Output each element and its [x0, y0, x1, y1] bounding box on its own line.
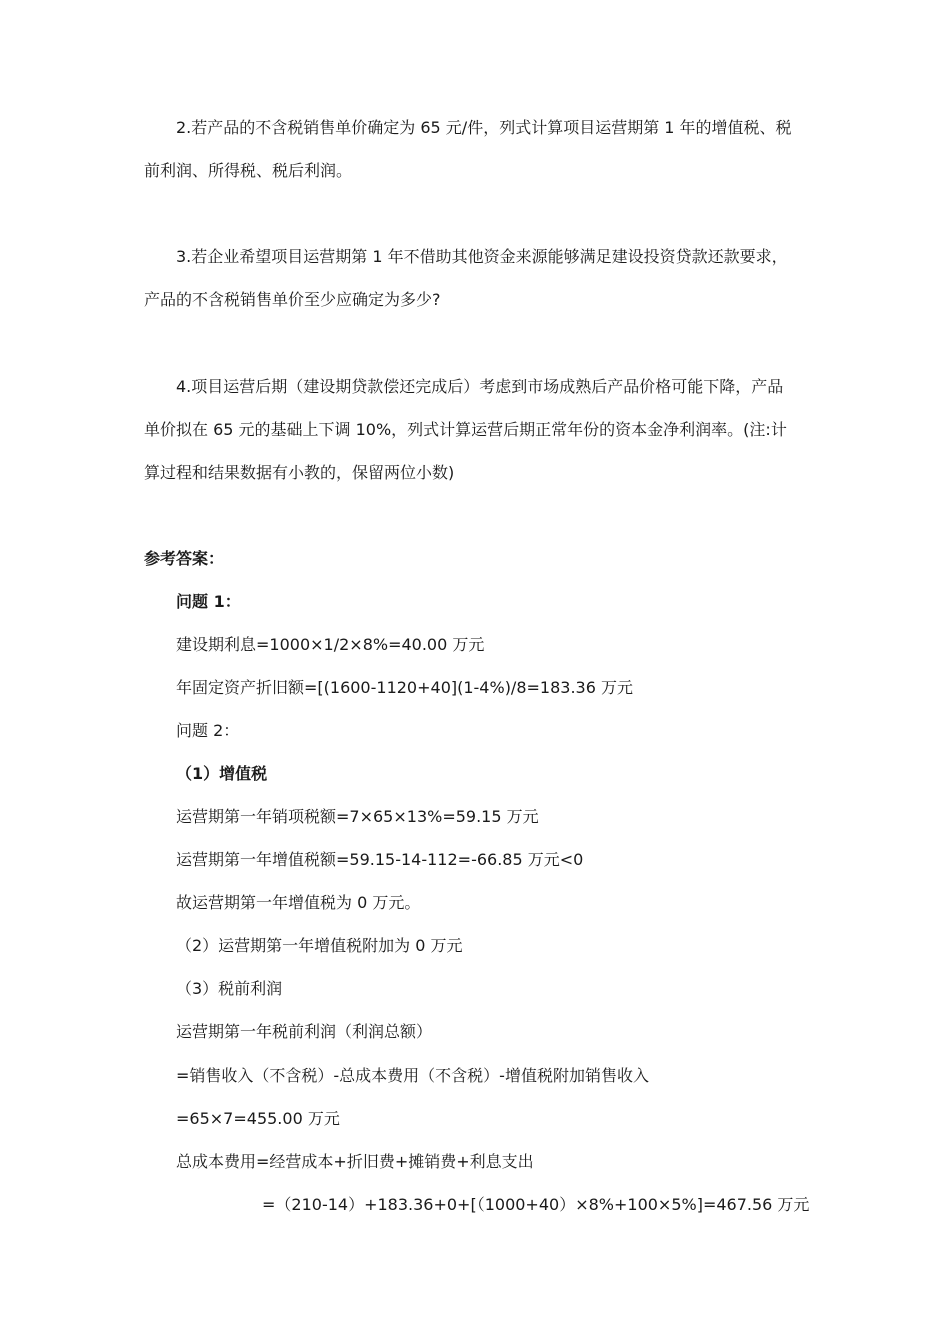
question-4-line-1: 4.项目运营后期（建设期贷款偿还完成后）考虑到市场成熟后产品价格可能下降，产品: [176, 377, 784, 396]
problem-2-sub1-line-1: 运营期第一年销项税额=7×65×13%=59.15 万元: [176, 807, 539, 826]
problem-2-sub3-line-5: =（210-14）+183.36+0+[（1000+40）×8%+100×5%]=467.56 万元: [262, 1195, 810, 1214]
problem-2-sub1-title: （1）增值税: [176, 764, 268, 783]
answer-heading: 参考答案：: [144, 549, 225, 568]
problem-1-title: 问题 1：: [176, 592, 241, 611]
problem-2-sub2: （2）运营期第一年增值税附加为 0 万元: [176, 936, 463, 955]
problem-2-sub1-line-2: 运营期第一年增值税额=59.15-14-112=-66.85 万元<0: [176, 850, 584, 869]
problem-2-sub3-line-4: 总成本费用=经营成本+折旧费+摊销费+利息支出: [176, 1152, 534, 1171]
problem-2-sub3-line-2: =销售收入（不含税）-总成本费用（不含税）-增值税附加销售收入: [176, 1066, 649, 1085]
question-2-line-2: 前利润、所得税、税后利润。: [144, 161, 353, 180]
problem-2-sub3-line-1: 运营期第一年税前利润（利润总额）: [176, 1022, 433, 1041]
problem-1-line-1: 建设期利息=1000×1/2×8%=40.00 万元: [176, 635, 485, 654]
question-3-line-2: 产品的不含税销售单价至少应确定为多少?: [144, 290, 441, 309]
question-2-line-1: 2.若产品的不含税销售单价确定为 65 元/件，列式计算项目运营期第 1 年的增值税、税: [176, 118, 792, 137]
problem-2-title: 问题 2：: [176, 721, 240, 740]
question-3-line-1: 3.若企业希望项目运营期第 1 年不借助其他资金来源能够满足建设投资贷款还款要求，: [176, 247, 788, 266]
problem-1-line-2: 年固定资产折旧额=[(1600-1120+40](1-4%)/8=183.36 万元: [176, 678, 633, 697]
problem-2-sub1-line-3: 故运营期第一年增值税为 0 万元。: [176, 893, 421, 912]
question-4-line-3: 算过程和结果数据有小教的，保留两位小数): [144, 463, 455, 482]
problem-2-sub3-line-3: =65×7=455.00 万元: [176, 1109, 340, 1128]
question-4-line-2: 单价拟在 65 元的基础上下调 10%，列式计算运营后期正常年份的资本金净利润率。(注:计: [144, 420, 787, 439]
problem-2-sub3-title: （3）税前利润: [176, 979, 283, 998]
